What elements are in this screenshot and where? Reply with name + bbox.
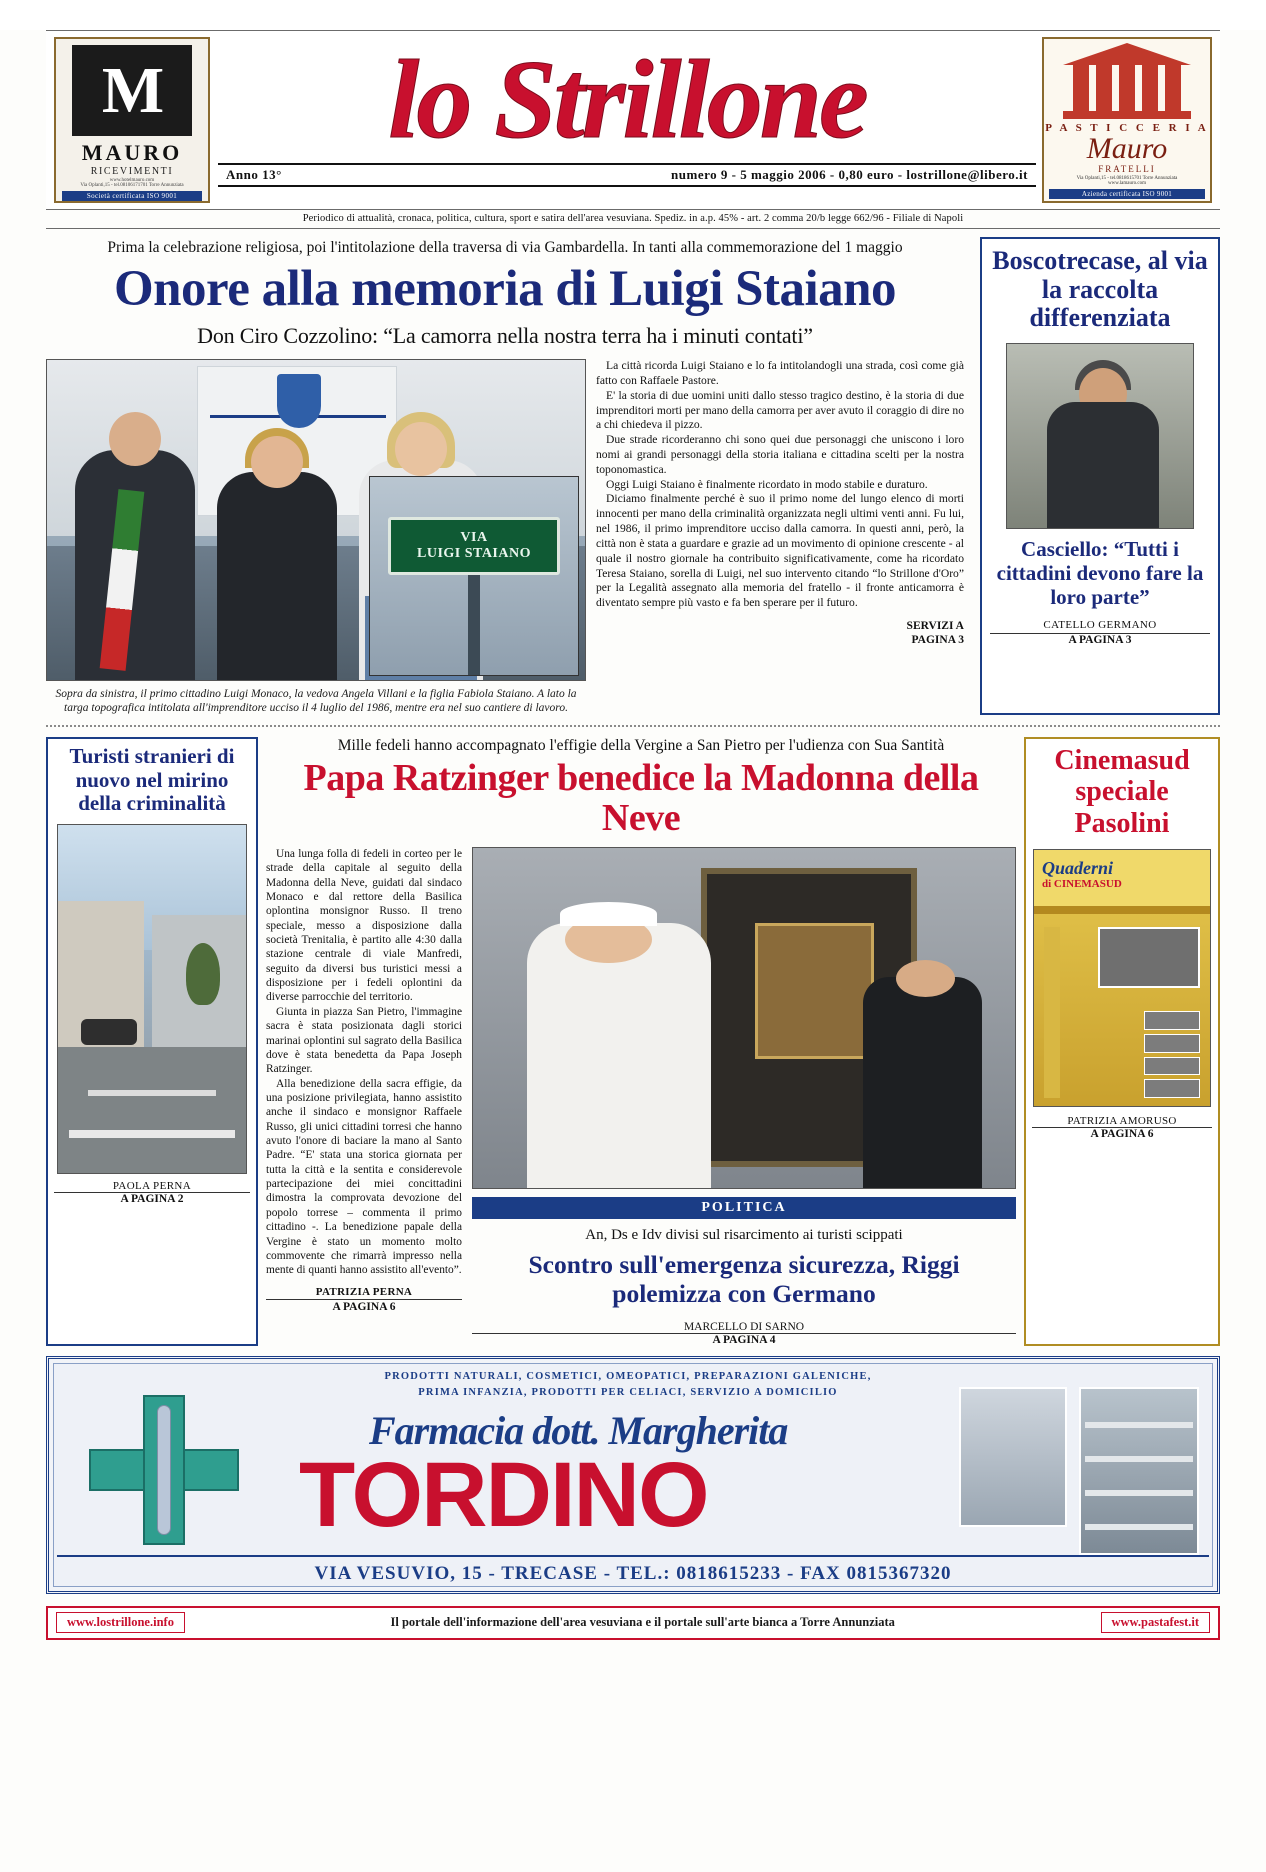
pasticceria-address: Via Oplanti,15 - tel.0818615701 Torre Annunziata: [1076, 176, 1178, 181]
lead-photo-caption: Sopra da sinistra, il primo cittadino Luigi Monaco, la vedova Angela Villani e la figlia Fabiola Staiano. A lato la targa topografica intitolata all'imprenditore ucciso il 4 luglio del 1986, mentre era nel suo cantiere di lavoro.: [55, 688, 577, 715]
sidebar-page-pointer[interactable]: A PAGINA 3: [990, 633, 1210, 646]
servizi-label: SERVIZI A: [906, 620, 964, 633]
lead-paragraph: Due strade ricorderanno chi sono quei due personaggi che uniscono i loro nomi ai grandi personaggi della storia italiana e cittadina scelti per la nostra toponomastica.: [596, 433, 964, 476]
article-cinemasud[interactable]: [1024, 737, 1220, 1346]
papa-paragraph: Giunta in piazza San Pietro, l'immagine sacra è stata posizionata dagli storici marinai oplontini sul sagrato della Basilica dove è stata benedetta da Papa Joseph Ratzinger.: [266, 1005, 462, 1076]
papa-paragraph: Una lunga folla di fedeli in corteo per le strade della capitale al seguito della Madonna della Neve, guidati dal sindaco Monaco e dal rettore della Basilica oplontina monsignor Russo. Il treno speciale, messo a disposizione dalla società Trenitalia, è partito alle 4:30 dalla stazione centrale di viale Manfredi, seguito da diversi bus turistici messi a disposizione per i fedeli oplontini da diverse parrocchie del territorio.: [266, 847, 462, 1004]
sidebar-byline: CATELLO GERMANO: [1043, 619, 1157, 632]
section-badge-politica: POLITICA: [472, 1197, 1016, 1219]
papa-headline[interactable]: Papa Ratzinger benedice la Madonna della Neve: [303, 757, 979, 839]
cinemasud-cover-photo: [1033, 849, 1211, 1107]
issue-details: numero 9 - 5 maggio 2006 - 0,80 euro - lostrillone@libero.it: [671, 167, 1028, 183]
mauro-tagline: RICEVIMENTI: [90, 166, 174, 177]
servizi-page: PAGINA 3: [911, 634, 964, 647]
ad-pasticceria-mauro[interactable]: [1042, 37, 1212, 203]
street-sign-line2: LUIGI STAIANO: [417, 546, 531, 562]
lead-paragraph: La città ricorda Luigi Staiano e lo fa intitolandogli una strada, così come già fatto con Raffaele Pastore.: [596, 359, 964, 387]
lead-continuation-pointer[interactable]: [596, 619, 964, 648]
footer-link-pastafest[interactable]: www.pastafest.it: [1101, 1612, 1211, 1633]
papa-paragraph: Alla benedizione della sacra effigie, da una posizione privilegiata, hanno assistito anche il sindaco e monsignor Raffaele Russo, gli unici cittadini torresi che hanno avuto l'onore di baciare la mano al Santo Padre. “E' stata una storica giornata per tutta la città e la sentita e considerevole partecipazione dei miei concittadini dimostra la comprovata devozione del popolo torrese – commenta il primo cittadino -. La benedizione papale della Vergine è stato un momento molto commovente che rimarrà impresso nella mente di quanti hanno assistito all'evento”.: [266, 1077, 462, 1277]
person-widow: [217, 472, 337, 681]
lead-paragraph: E' la storia di due uomini uniti dallo stesso tragico destino, è la storia di due imprenditori morti per mano della camorra per aver avuto il coraggio di dire no a chi chiedeva il pizzo.: [596, 388, 964, 432]
mauro-address: Via Oplanti,15 - tel.08106171701 Torre Annunziata: [80, 183, 184, 188]
sidebar-article-boscotrecase[interactable]: [980, 237, 1220, 715]
ad-farmacia-tordino[interactable]: [46, 1356, 1220, 1594]
lead-paragraph: Oggi Luigi Staiano è finalmente ricordato in modo stabile e duraturo.: [606, 477, 928, 491]
ad-address-line: VIA VESUVIO, 15 - TRECASE - TEL.: 0818615233 - FAX 0815367320: [314, 1562, 952, 1584]
ad-photo-product: [959, 1387, 1067, 1527]
cover-title: Quaderni: [1042, 858, 1114, 879]
footer-tagline: Il portale dell'informazione dell'area vesuviana e il portale sull'arte bianca a Torre Annunziata: [390, 1615, 895, 1630]
mauro-name: MAURO: [81, 140, 183, 165]
pasticceria-name: Mauro: [1086, 132, 1168, 165]
sidebar-photo: [1006, 343, 1194, 529]
section-divider: [46, 725, 1220, 727]
pasticceria-website: www.lamauro.com: [1108, 181, 1146, 186]
pope-figure: [527, 923, 711, 1188]
politica-page-pointer[interactable]: A PAGINA 4: [472, 1333, 1016, 1346]
masthead-legal-strip: Periodico di attualità, cronaca, politica, cultura, sport e satira dell'area vesuviana. Spediz. in a.p. 45% - art. 2 comma 20/b legge 662/96 - Filiale di Napoli: [46, 210, 1220, 229]
turisti-page-pointer[interactable]: A PAGINA 2: [54, 1192, 250, 1205]
politica-byline: MARCELLO DI SARNO: [683, 1320, 805, 1333]
lead-body-text: [596, 359, 964, 715]
turisti-photo: [57, 824, 247, 1174]
issue-anno: Anno 13°: [226, 167, 282, 183]
ad-product-lines: [289, 1369, 967, 1401]
lead-kicker: Prima la celebrazione religiosa, poi l'intitolazione della traversa di via Gambardella. In tanti alla commemorazione del 1 maggio: [107, 239, 903, 256]
article-turisti-stranieri[interactable]: [46, 737, 258, 1346]
footer-bar: [46, 1606, 1220, 1640]
lead-subheadline: Don Ciro Cozzolino: “La camorra nella nostra terra ha i minuti contati”: [197, 323, 813, 349]
mauro-iso-badge: Società certificata ISO 9001: [62, 191, 202, 201]
mauro-logo-letter: M: [72, 45, 192, 136]
middle-section: [46, 737, 1220, 1346]
papa-page-pointer[interactable]: A PAGINA 6: [266, 1299, 462, 1314]
politica-kicker: An, Ds e Idv divisi sul risarcimento ai turisti scippati: [585, 1226, 903, 1243]
turisti-byline: PAOLA PERNA: [112, 1179, 192, 1192]
street-sign-plate: [388, 517, 560, 575]
issue-line: [218, 163, 1036, 187]
cover-subtitle: di CINEMASUD: [1042, 878, 1122, 891]
ad-line-1: PRODOTTI NATURALI, COSMETICI, OMEOPATICI, PREPARAZIONI GALENICHE,: [384, 1370, 872, 1382]
lead-article: [46, 237, 974, 715]
footer-link-lostrillone[interactable]: www.lostrillone.info: [56, 1612, 185, 1633]
madonna-icon: [755, 923, 874, 1059]
temple-icon: [1063, 43, 1191, 121]
ad-script-name: Farmacia dott. Margherita: [369, 1407, 788, 1453]
tree-shape: [186, 943, 220, 1005]
politica-headline[interactable]: Scontro sull'emergenza sicurezza, Riggi polemizza con Germano: [528, 1249, 960, 1309]
top-section: [46, 237, 1220, 715]
lead-paragraph: Diciamo finalmente perché è suo il primo nome del lungo elenco di morti innocenti per mano della criminalità organizzata negli ultimi venti anni. Fu lui, nel 1986, il primo imprenditore ucciso dalla camorra. In questi anni, però, la città non è stata a guardare e grazie ad un movimento di opinione crescente - al quale il nostro giornale ha contribuito significativamente, come ha ricordato Teresa Staiano, sorella di Luigi, nel suo intervento citando “lo Strillone d'Oro” per la Legalità assegnato alla memoria del fratello - il fronte anticamorra è diventato sempre più vasto e fa ben sperare per il futuro.: [596, 492, 964, 610]
ad-brand-name: TORDINO: [299, 1443, 708, 1546]
pasticceria-iso-badge: Azienda certificata ISO 9001: [1049, 189, 1205, 199]
sidebar-headline: Boscotrecase, al via la raccolta differenziata: [992, 246, 1208, 333]
city-crest-icon: [277, 374, 321, 428]
cinemasud-byline: PATRIZIA AMORUSO: [1067, 1115, 1177, 1128]
ad-mauro-ricevimenti[interactable]: [54, 37, 210, 203]
street-sign-line1: VIA: [460, 529, 488, 545]
lead-photo: [46, 359, 586, 681]
pharmacy-cross-icon: [89, 1395, 239, 1545]
pasticceria-fratelli: FRATELLI: [1098, 164, 1156, 174]
article-papa-ratzinger: [266, 737, 1016, 1346]
papa-body-text: [266, 847, 462, 1346]
cinemasud-page-pointer[interactable]: A PAGINA 6: [1032, 1127, 1212, 1140]
cinemasud-headline: Cinemasud speciale Pasolini: [1054, 745, 1190, 839]
papa-photo: [472, 847, 1016, 1189]
person-mayor: [75, 450, 195, 680]
priest-figure: [863, 977, 982, 1188]
lead-photo-block: [46, 359, 586, 715]
masthead-title-area: [218, 38, 1036, 187]
ad-photo-interior: [1079, 1387, 1199, 1555]
paper-title: lo Strillone: [388, 38, 866, 162]
papa-right-block: [472, 847, 1016, 1346]
mauro-website: www.hotelmauro.com: [109, 178, 155, 183]
lead-headline[interactable]: Onore alla memoria di Luigi Staiano: [113, 261, 896, 317]
newspaper-front-page: [0, 30, 1266, 1872]
car-shape: [81, 1019, 137, 1045]
sidebar-quote: Casciello: “Tutti i cittadini devono fare la loro parte”: [996, 536, 1204, 610]
ad-line-2: PRIMA INFANZIA, PRODOTTI PER CELIACI, SERVIZIO A DOMICILIO: [418, 1386, 838, 1398]
papa-byline: PATRIZIA PERNA: [315, 1285, 413, 1298]
street-sign-inset-photo: [369, 476, 579, 676]
pasticceria-label: P A S T I C C E R I A: [1045, 122, 1209, 134]
masthead: [46, 30, 1220, 210]
turisti-headline: Turisti stranieri di nuovo nel mirino della criminalità: [69, 744, 235, 816]
papa-kicker: Mille fedeli hanno accompagnato l'effigie della Vergine a San Pietro per l'udienza con Sua Santità: [337, 737, 945, 755]
